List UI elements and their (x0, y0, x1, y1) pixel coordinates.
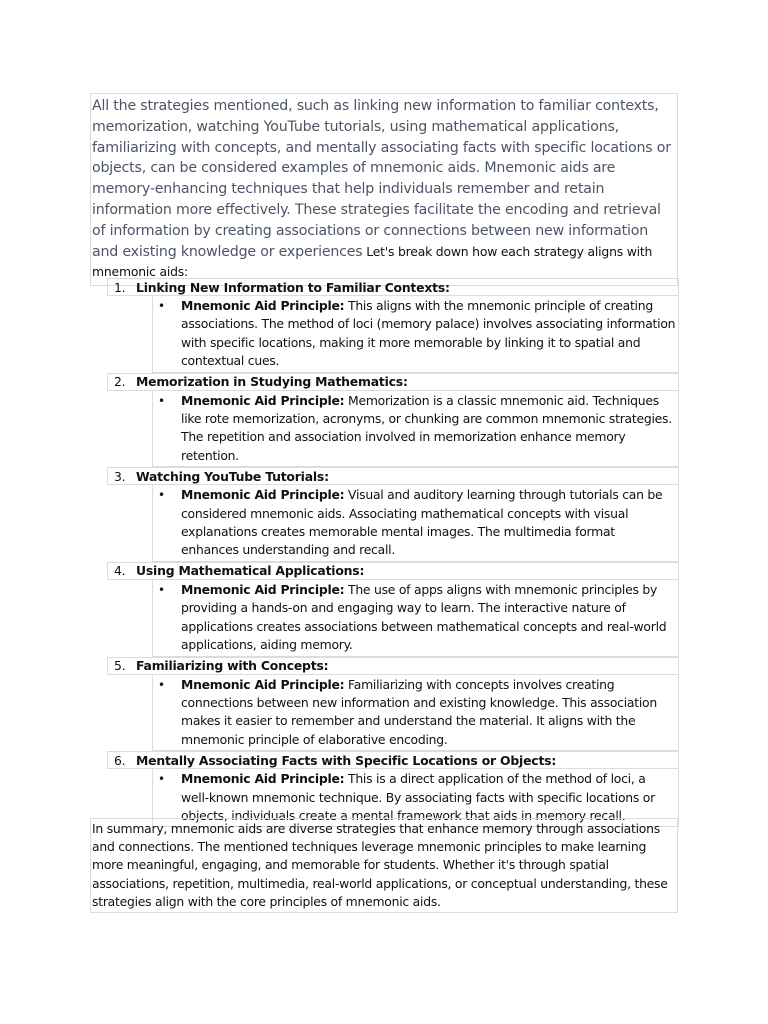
list-item-heading (107, 751, 679, 769)
intro-paragraph (90, 93, 678, 286)
bullet-text: The use of apps aligns with mnemonic principles by providing a hands-on and engaging way to learn. The interactive nature of applications creates associations between mathematical concepts and real-world applications, aiding memory. (181, 581, 667, 653)
list-item-heading (107, 467, 679, 485)
list-item-number: 6. (114, 752, 126, 768)
bullet-text: This aligns with the mnemonic principle of creating associations. The method of loci (memory palace) involves associating information with specific locations, making it more memorable by linking it to spatial and contextual cues. (181, 298, 676, 369)
bullet-icon: • (158, 772, 165, 787)
list-item-number: 4. (114, 563, 126, 579)
bullet-label: Mnemonic Aid Principle: (181, 771, 345, 787)
bullet-label: Mnemonic Aid Principle: (181, 581, 345, 597)
bullet-icon: • (158, 677, 165, 692)
intro-tail: Let's break down how each strategy aligns with mnemonic aids: (92, 243, 653, 280)
bullet-label: Mnemonic Aid Principle: (181, 298, 345, 313)
bullet-text: Visual and auditory learning through tutorials can be considered mnemonic aids. Associating mathematical concepts with visual explanations creates memorable mental images. The multimedia format enhances understanding and recall. (181, 487, 663, 558)
list-item-bullet (152, 485, 679, 562)
bullet-icon: • (158, 488, 165, 503)
list-item-bullet (152, 675, 679, 752)
bullet-icon: • (158, 299, 165, 313)
list-item-number: 5. (114, 658, 126, 673)
list-item-heading (107, 373, 679, 391)
bullet-label: Mnemonic Aid Principle: (181, 392, 345, 408)
strategy-list (107, 278, 679, 827)
list-item-heading (107, 562, 679, 580)
list-item-title: Memorization in Studying Mathematics: (136, 374, 408, 390)
list-item-title: Watching YouTube Tutorials: (136, 468, 329, 484)
bullet-text: This is a direct application of the method of loci, a well-known mnemonic technique. By associating facts with specific locations or objects, individuals create a mental framework that aids in memory recall. (181, 771, 655, 823)
list-item-bullet (152, 580, 679, 657)
summary-text: In summary, mnemonic aids are diverse strategies that enhance memory through associations and connections. The mentioned techniques leverage mnemonic principles to make learning more meaningful, engaging, and memorable for students. Whether it's through spatial associations, repetition, multimedia, real-world applications, or conceptual understanding, these strategies align with the core principles of mnemonic aids. (92, 821, 668, 909)
list-item-title: Using Mathematical Applications: (136, 563, 365, 579)
list-item-number: 3. (114, 468, 126, 484)
bullet-label: Mnemonic Aid Principle: (181, 487, 345, 503)
bullet-icon: • (158, 393, 165, 408)
list-item-title: Familiarizing with Concepts: (136, 658, 329, 673)
list-item-number: 1. (114, 279, 126, 295)
list-item-heading (107, 657, 679, 675)
bullet-icon: • (158, 582, 165, 597)
list-item-title: Linking New Information to Familiar Contexts: (136, 279, 450, 295)
intro-lead: All the strategies mentioned, such as linking new information to familiar contexts, memorization, watching YouTube tutorials, using mathematical applications, familiarizing with concepts, and mentally associating facts with specific locations or objects, can be considered examples of mnemonic aids. Mnemonic aids are memory-enhancing techniques that help individuals remember and retain information more effectively. These strategies facilitate the encoding and retrieval of information by creating associations or connections between new information and existing knowledge or experiences (92, 98, 671, 260)
list-item-bullet (152, 391, 679, 468)
list-item-title: Mentally Associating Facts with Specific Locations or Objects: (136, 752, 557, 768)
summary-paragraph (90, 818, 678, 913)
list-item-heading (107, 278, 679, 296)
bullet-text: Memorization is a classic mnemonic aid. Techniques like rote memorization, acronyms, or chunking are common mnemonic strategies. The repetition and association involved in memorization enhance memory retention. (181, 392, 672, 463)
bullet-text: Familiarizing with concepts involves creating connections between new information and existing knowledge. This association makes it easier to remember and understand the material. It aligns with the mnemonic principle of elaborative encoding. (181, 676, 657, 747)
list-item-number: 2. (114, 374, 126, 390)
intro-text (92, 96, 676, 283)
list-item-bullet (152, 296, 679, 373)
bullet-label: Mnemonic Aid Principle: (181, 676, 345, 692)
